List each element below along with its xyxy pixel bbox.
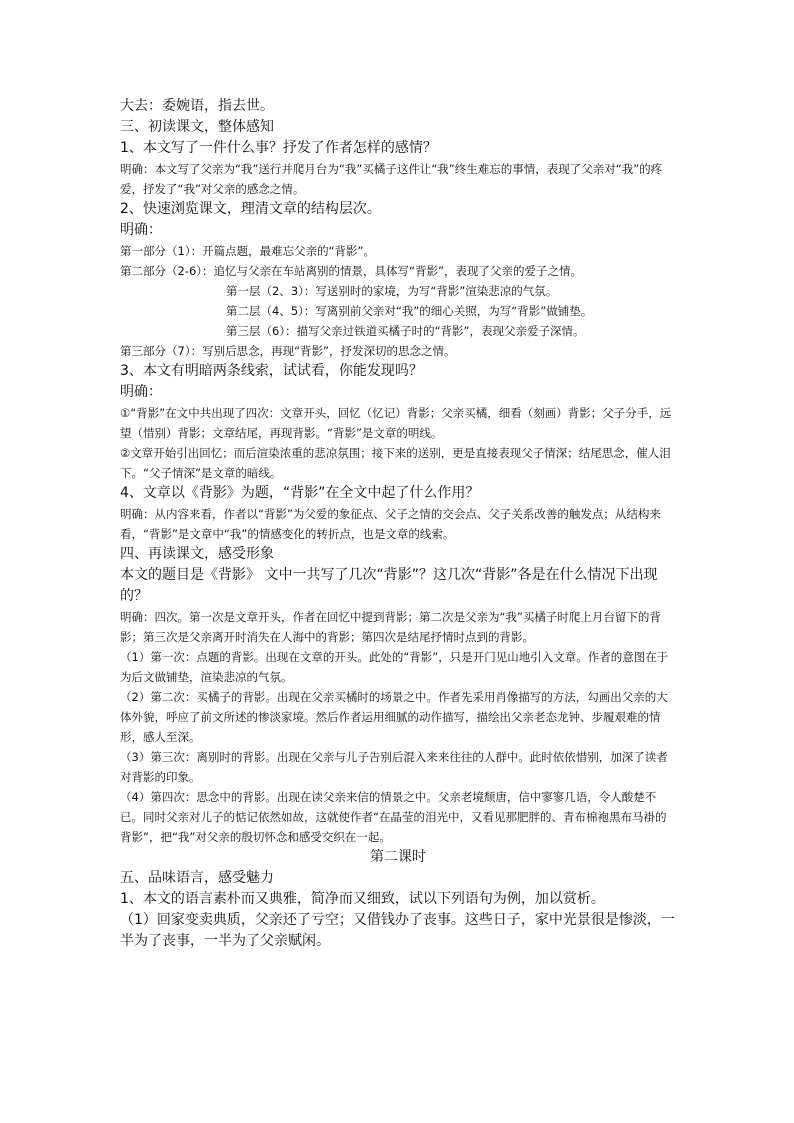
text-line: 第二课时 [370, 849, 426, 865]
text-line: 第二层（4、5）：写离别前父亲对“我”的细心关照，为写“背影”做铺垫。 [226, 304, 593, 318]
text-line: 五、品味语言，感受魅力 [120, 870, 274, 886]
text-line: 三、初读课文，整体感知 [120, 119, 274, 135]
text-line: 第一部分（1）：开篇点题，最难忘父亲的“背影”。 [120, 244, 375, 258]
text-line: 明确： [120, 222, 162, 238]
text-line: 明确：从内容来看，作者以“背影”为父爱的象征点、父子之情的交会点、父子关系改善的触发点；从结构来看，“背影”是文章中“我”的情感变化的转折点，也是文章的线索。 [120, 507, 661, 541]
text-line: 第三部分（7）：写别后思念，再现“背影”，抒发深切的思念之情。 [120, 344, 456, 358]
text-line: 本文的题目是《背影》 文中一共写了几次“背影”？这几次“背影”各是在什么情况下出现的？ [120, 567, 658, 604]
text-line: 2、快速浏览课文，理清文章的结构层次。 [120, 201, 381, 217]
text-line: 明确： [120, 384, 162, 400]
text-line: 大去：委婉语，指去世。 [120, 98, 274, 114]
text-line: （3）第三次：离别时的背影。出现在父亲与儿子告别后混入来来往往的人群中。此时依依惜别，加深了读者对背影的印象。 [120, 750, 668, 784]
text-line: 1、本文的语言素朴而又典雅，简净而又细致，试以下列语句为例，加以赏析。 [120, 891, 605, 907]
text-line: 3、本文有明暗两条线索，试试看，你能发现吗？ [120, 363, 423, 379]
text-line: 4、文章以《背影》为题，“背影”在全文中起了什么作用？ [120, 485, 480, 501]
text-line: ①“背影”在文中共出现了四次：文章开头，回忆（忆记）背影；父亲买橘，细看（刻画）背影；父子分手，远望（惜别）背影；文章结尾，再现背影。“背影”是文章的明线。 [120, 406, 672, 440]
text-line: 明确：本文写了父亲为“我”送行并爬月台为“我”买橘子这件让“我”终生难忘的事情，表现了父亲对“我”的疼爱，抒发了“我”对父亲的感念之情。 [120, 162, 663, 196]
text-line: （4）第四次：思念中的背影。出现在读父亲来信的情景之中。父亲老境颓唐，信中寥寥几语，令人酸楚不已。同时父亲对儿子的惦记依然如故，这就使作者“在晶莹的泪光中，又看见那肥胖的、青布棉袍黑布马褂的背影”，把“我”对父亲的殷切怀念和感受交织在一起。 [120, 790, 667, 844]
text-line: 四、再读课文，感受形象 [120, 546, 274, 562]
text-line: ②文章开始引出回忆；而后渲染浓重的悲凉氛围；接下来的送别，更是直接表现父子情深；结尾思念，催人泪下。“父子情深”是文章的暗线。 [120, 446, 671, 480]
text-line: 明确：四次。第一次是文章开头，作者在回忆中提到背影；第二次是父亲为“我”买橘子时爬上月台留下的背影；第三次是父亲离开时消失在人海中的背影；第四次是结尾抒情时点到的背影。 [120, 610, 661, 644]
document-page [120, 96, 676, 952]
text-line: （1）回家变卖典质，父亲还了亏空；又借钱办了丧事。这些日子，家中光景很是惨淡，一半为了丧事，一半为了父亲赋闲。 [120, 912, 675, 949]
text-line: 第一层（2、3）：写送别时的家境，为写“背影”渲染悲凉的气氛。 [226, 284, 558, 298]
text-line: 第三层（6）：描写父亲过铁道买橘子时的“背影”，表现父亲爱子深情。 [226, 324, 585, 338]
text-line: （2）第二次：买橘子的背影。出现在父亲买橘时的场景之中。作者先采用肖像描写的方法，勾画出父亲的大体外貌，呼应了前文所述的惨淡家境。然后作者运用细腻的动作描写，描绘出父亲老态龙钟、步履艰难的情形，感人至深。 [120, 690, 668, 744]
text-line: （1）第一次：点题的背影。出现在文章的开头。此处的“背影”，只是开门见山地引入文章。作者的意图在于为后文做铺垫，渲染悲凉的气氛。 [120, 650, 669, 684]
text-line: 1、本文写了一件什么事？抒发了作者怎样的感情？ [120, 140, 437, 156]
text-line: 第二部分（2-6）：追忆与父亲在车站离别的情景，具体写“背影”，表现了父亲的爱子之情。 [120, 264, 582, 278]
